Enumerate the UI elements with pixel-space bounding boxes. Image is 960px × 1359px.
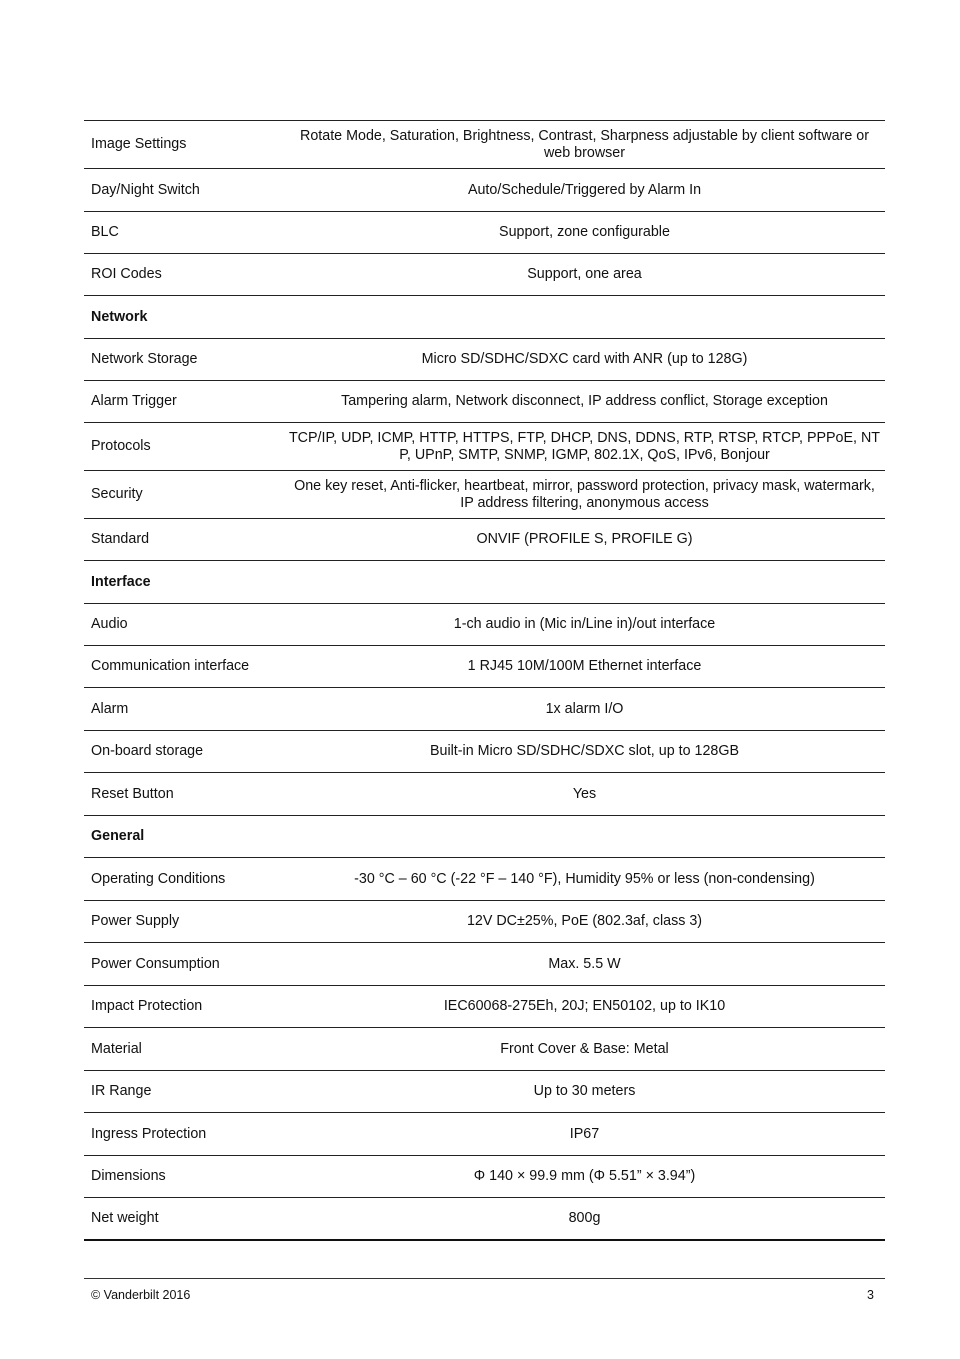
spec-value: Front Cover & Base: Metal — [284, 1028, 885, 1071]
spec-row-audio — [84, 604, 885, 646]
spec-row-standard — [84, 519, 885, 561]
spec-row-security — [84, 471, 885, 519]
spec-label: Ingress Protection — [84, 1113, 284, 1156]
spec-row-net-weight — [84, 1198, 885, 1240]
section-title: Network — [84, 296, 885, 339]
spec-label: Protocols — [84, 423, 284, 471]
spec-row-operating-conditions — [84, 858, 885, 901]
page-number: 3 — [867, 1288, 874, 1302]
spec-value: ONVIF (PROFILE S, PROFILE G) — [284, 519, 885, 561]
section-header-interface — [84, 561, 885, 604]
spec-label: Day/Night Switch — [84, 169, 284, 212]
footer-copyright: © Vanderbilt 2016 — [91, 1288, 191, 1302]
spec-value: 1x alarm I/O — [284, 688, 885, 731]
spec-value: Built-in Micro SD/SDHC/SDXC slot, up to 128GB — [284, 731, 885, 773]
spec-label: Reset Button — [84, 773, 284, 816]
section-title: General — [84, 816, 885, 858]
spec-value: Yes — [284, 773, 885, 816]
spec-label: Network Storage — [84, 339, 284, 381]
spec-value: Φ 140 × 99.9 mm (Φ 5.51” × 3.94”) — [284, 1156, 885, 1198]
spec-value: IP67 — [284, 1113, 885, 1156]
spec-label: Dimensions — [84, 1156, 284, 1198]
spec-row-protocols — [84, 423, 885, 471]
spec-label: Power Supply — [84, 901, 284, 943]
spec-row-blc — [84, 212, 885, 254]
spec-row-roi-codes — [84, 254, 885, 296]
spec-value: Micro SD/SDHC/SDXC card with ANR (up to 128G) — [284, 339, 885, 381]
spec-row-impact-protection — [84, 986, 885, 1028]
spec-row-reset-button — [84, 773, 885, 816]
spec-row-communication-interface — [84, 646, 885, 688]
spec-label: Alarm Trigger — [84, 381, 284, 423]
spec-row-image-settings — [84, 121, 885, 169]
spec-value: 1-ch audio in (Mic in/Line in)/out interface — [284, 604, 885, 646]
spec-value: Support, one area — [284, 254, 885, 296]
spec-label: Image Settings — [84, 121, 284, 169]
spec-row-alarm-trigger — [84, 381, 885, 423]
spec-row-alarm — [84, 688, 885, 731]
spec-label: Power Consumption — [84, 943, 284, 986]
spec-value: TCP/IP, UDP, ICMP, HTTP, HTTPS, FTP, DHCP, DNS, DDNS, RTP, RTSP, RTCP, PPPoE, NTP, UPnP, SMTP, SNMP, IGMP, 802.1X, QoS, IPv6, Bonjour — [284, 423, 885, 471]
section-header-network — [84, 296, 885, 339]
spec-label: Net weight — [84, 1198, 284, 1240]
spec-row-power-supply — [84, 901, 885, 943]
spec-value: Support, zone configurable — [284, 212, 885, 254]
spec-value: Max. 5.5 W — [284, 943, 885, 986]
spec-label: Operating Conditions — [84, 858, 284, 901]
spec-value: 1 RJ45 10M/100M Ethernet interface — [284, 646, 885, 688]
spec-value: Rotate Mode, Saturation, Brightness, Contrast, Sharpness adjustable by client software or web browser — [284, 121, 885, 169]
spec-label: Material — [84, 1028, 284, 1071]
spec-row-material — [84, 1028, 885, 1071]
section-header-general — [84, 816, 885, 858]
spec-value: 12V DC±25%, PoE (802.3af, class 3) — [284, 901, 885, 943]
spec-value: Auto/Schedule/Triggered by Alarm In — [284, 169, 885, 212]
spec-label: IR Range — [84, 1071, 284, 1113]
spec-value: Up to 30 meters — [284, 1071, 885, 1113]
spec-row-day-night-switch — [84, 169, 885, 212]
spec-label: Standard — [84, 519, 284, 561]
spec-row-power-consumption — [84, 943, 885, 986]
spec-value: Tampering alarm, Network disconnect, IP address conflict, Storage exception — [284, 381, 885, 423]
spec-row-ingress-protection — [84, 1113, 885, 1156]
spec-row-ir-range — [84, 1071, 885, 1113]
spec-row-on-board-storage — [84, 731, 885, 773]
spec-label: On-board storage — [84, 731, 284, 773]
spec-row-network-storage — [84, 339, 885, 381]
spec-label: Audio — [84, 604, 284, 646]
spec-label: Communication interface — [84, 646, 284, 688]
spec-label: Security — [84, 471, 284, 519]
spec-value: One key reset, Anti-flicker, heartbeat, mirror, password protection, privacy mask, watermark, IP address filtering, anonymous access — [284, 471, 885, 519]
spec-label: Alarm — [84, 688, 284, 731]
spec-label: BLC — [84, 212, 284, 254]
spec-table — [84, 120, 885, 1241]
spec-value: -30 °C – 60 °C (-22 °F – 140 °F), Humidity 95% or less (non-condensing) — [284, 858, 885, 901]
spec-value: 800g — [284, 1198, 885, 1240]
spec-row-dimensions — [84, 1156, 885, 1198]
spec-label: Impact Protection — [84, 986, 284, 1028]
footer-divider — [84, 1278, 885, 1279]
spec-label: ROI Codes — [84, 254, 284, 296]
spec-value: IEC60068-275Eh, 20J; EN50102, up to IK10 — [284, 986, 885, 1028]
section-title: Interface — [84, 561, 885, 604]
